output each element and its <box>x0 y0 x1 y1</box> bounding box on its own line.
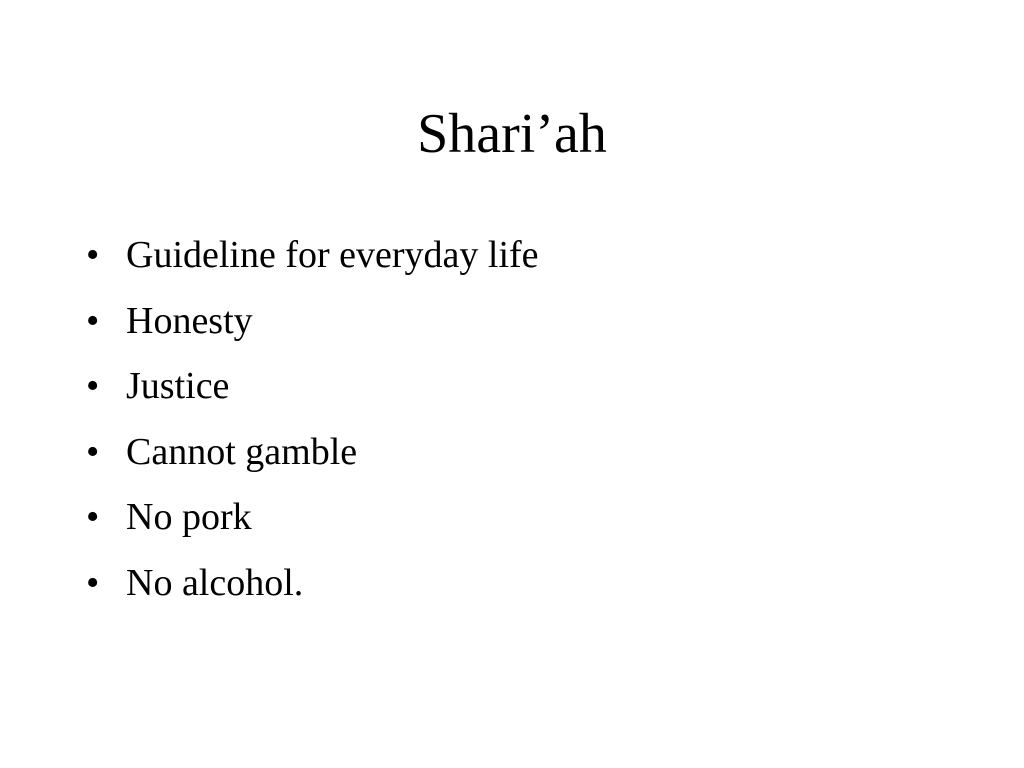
slide-title: Shari’ah <box>417 103 607 165</box>
list-item <box>86 298 539 344</box>
bullet-text: Honesty <box>126 299 253 342</box>
bullet-icon: • <box>86 299 100 342</box>
bullet-icon: • <box>86 365 100 407</box>
bullet-icon: • <box>86 234 100 276</box>
bullet-icon: • <box>86 496 100 538</box>
list-item <box>86 363 539 409</box>
bullet-text: Justice <box>126 365 230 407</box>
bullet-text: No alcohol. <box>126 561 304 604</box>
bullet-icon: • <box>86 561 100 604</box>
list-item <box>86 494 539 540</box>
bullet-icon: • <box>86 430 100 473</box>
list-item <box>86 232 539 278</box>
bullet-text: No pork <box>126 496 252 538</box>
list-item <box>86 560 539 606</box>
bullet-list <box>86 232 539 625</box>
list-item <box>86 429 539 475</box>
bullet-text: Cannot gamble <box>126 430 358 473</box>
bullet-text: Guideline for everyday life <box>126 234 539 276</box>
